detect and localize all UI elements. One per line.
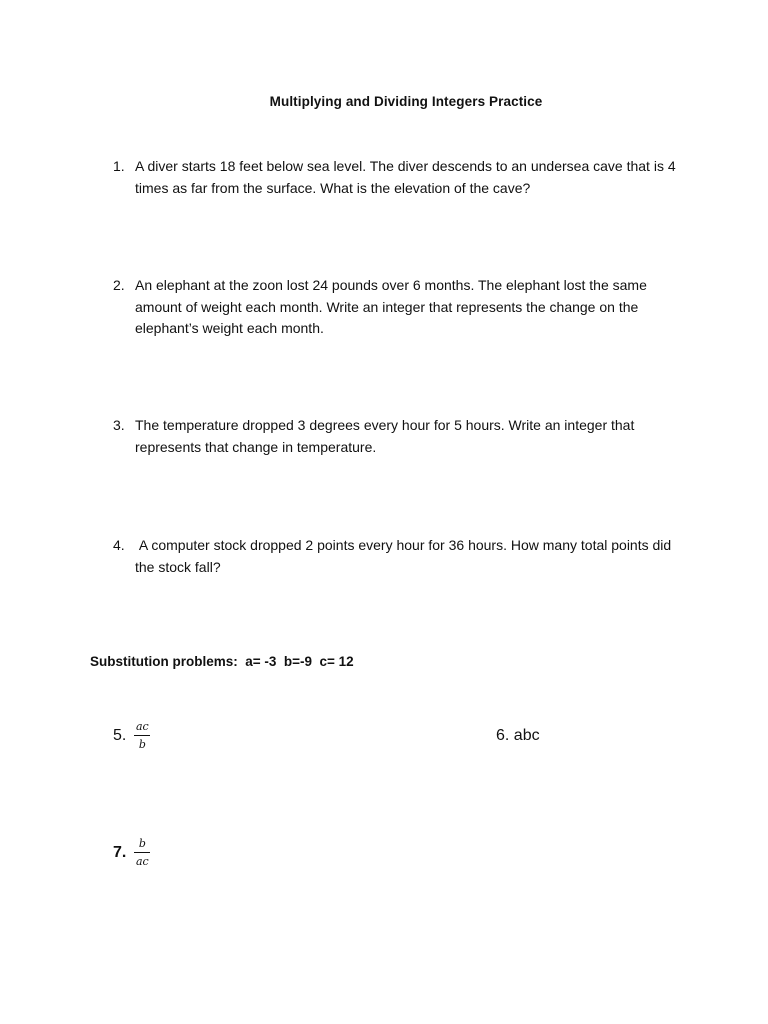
page-title: Multiplying and Dividing Integers Practice [269,94,543,109]
fraction-denominator: b [138,738,146,751]
fraction [134,837,150,868]
question-number: 5. [113,726,127,744]
question-7 [113,837,150,868]
problem-text: An elephant at the zoon lost 24 pounds over 6 months. The elephant lost the same amount of weight each month. Write an integer that represents the change on the elephant’s weight each month. [135,277,647,336]
substitution-heading: Substitution problems: a= -3 b=-9 c= 12 [90,654,354,669]
problem-3 [113,415,683,458]
problem-number: 2. [113,277,125,293]
problem-text: The temperature dropped 3 degrees every hour for 5 hours. Write an integer that represents that change in temperature. [135,417,635,455]
question-5 [113,720,150,751]
problem-text: A computer stock dropped 2 points every hour for 36 hours. How many total points did the stock fall? [135,537,676,575]
fraction-numerator: b [138,837,146,850]
question-6: 6. abc [496,727,540,744]
question-number: 7. [113,843,127,861]
problem-4 [113,535,683,578]
fraction-bar [134,735,150,736]
problem-number: 3. [113,417,125,433]
problem-2 [113,275,683,340]
problem-text: A diver starts 18 feet below sea level. The diver descends to an undersea cave that is 4 times as far from the surface. What is the elevation of the cave? [135,158,676,196]
problem-number: 1. [113,158,125,174]
problem-1 [113,156,683,199]
problem-number: 4. [113,537,125,553]
fraction-bar [134,852,150,853]
fraction-denominator: ac [135,855,149,868]
fraction-numerator: ac [135,720,149,733]
fraction [134,720,150,751]
